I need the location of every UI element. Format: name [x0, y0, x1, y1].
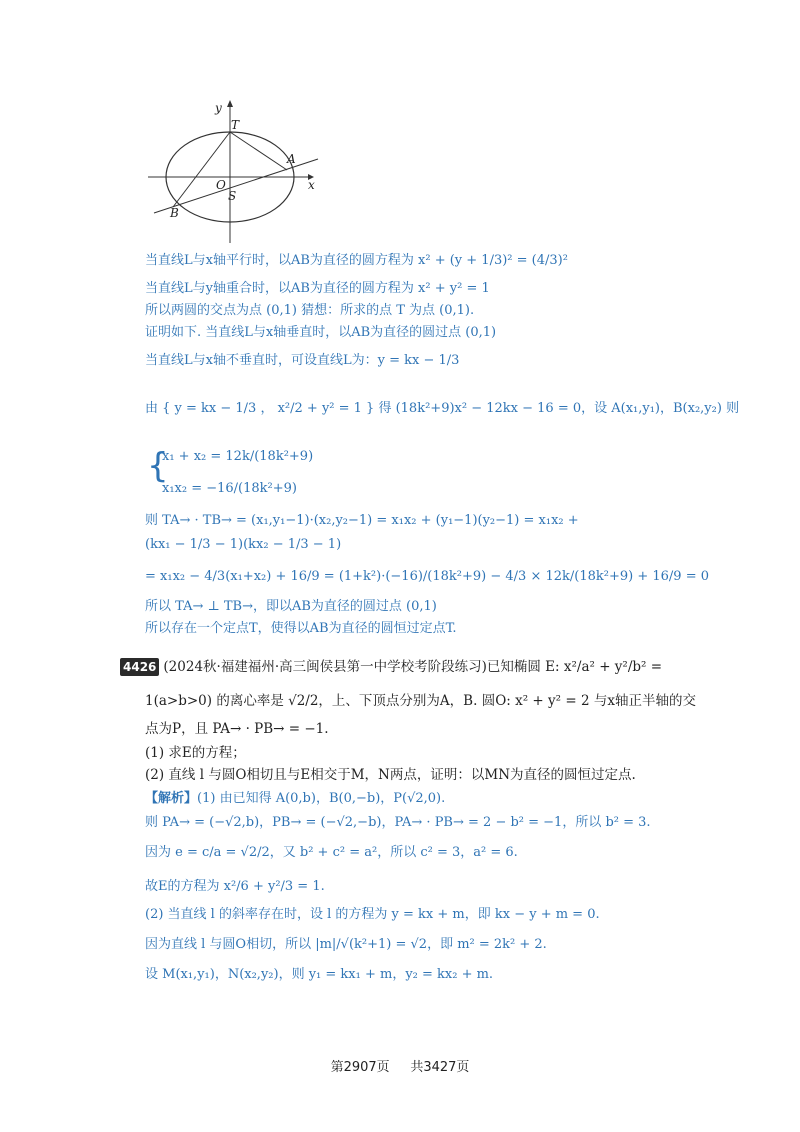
analysis-text: (1) 由已知得 A(0,b)，B(0,−b)，P(√2,0). [197, 791, 446, 806]
label-t: T [231, 118, 240, 132]
solution-line: 则 TA→ · TB→ = (x₁,y₁−1)·(x₂,y₂−1) = x₁x₂ + (y₁−1)(y₂−1) = x₁x₂ + [145, 513, 579, 528]
solution-line: 所以 TA→ ⊥ TB→，即以AB为直径的圆过点 (0,1) [145, 599, 437, 614]
y-axis-arrow [227, 100, 233, 107]
solution-line: x₁x₂ = −16/(18k²+9) [162, 481, 297, 496]
analysis-line: 因为直线 l 与圆O相切，所以 |m|/√(k²+1) = √2，即 m² = 2k² + 2. [145, 937, 547, 952]
problem-number-badge: 4426 [120, 658, 159, 676]
problem-line: (1) 求E的方程； [145, 745, 246, 761]
problem-line: 点为P，且 PA→ · PB→ = −1. [145, 721, 329, 737]
solution-line: x₁ + x₂ = 12k/(18k²+9) [162, 449, 314, 464]
label-x: x [308, 178, 315, 192]
system-brace: { [147, 446, 169, 486]
label-o: O [216, 178, 226, 192]
label-y: y [215, 101, 222, 115]
analysis-line: 因为 e = c/a = √2/2，又 b² + c² = a²，所以 c² = 3，a² = 6. [145, 845, 518, 860]
analysis-line: (2) 当直线 l 的斜率存在时，设 l 的方程为 y = kx + m，即 kx − y + m = 0. [145, 907, 600, 922]
ellipse-figure [140, 95, 330, 245]
label-s: S [228, 189, 237, 203]
solution-line: 当直线L与x轴不垂直时，可设直线L为：y = kx − 1/3 [145, 353, 460, 368]
problem-text: (2024秋·福建福州·高三闽侯县第一中学校考阶段练习)已知椭圆 E: x²/a² + y²/b² = [163, 659, 663, 675]
analysis-tag: 【解析】 [145, 791, 198, 806]
problem-line: 1(a>b>0) 的离心率是 √2/2，上、下顶点分别为A，B. 圆O: x² + y² = 2 与x轴正半轴的交 [145, 693, 696, 709]
label-b: B [170, 206, 179, 220]
page-number: 第2907页 [330, 1060, 390, 1075]
problem-line [120, 658, 662, 676]
page-footer [0, 1056, 800, 1075]
solution-line: 所以存在一个定点T，使得以AB为直径的圆恒过定点T. [145, 621, 457, 636]
segment-ta [230, 132, 287, 170]
analysis-line: 故E的方程为 x²/6 + y²/3 = 1. [145, 879, 325, 894]
label-a: A [287, 152, 296, 166]
page-total: 共3427页 [410, 1060, 470, 1075]
analysis-line: 设 M(x₁,y₁)，N(x₂,y₂)，则 y₁ = kx₁ + m，y₂ = kx₂ + m. [145, 967, 494, 982]
solution-line: 证明如下. 当直线L与x轴垂直时，以AB为直径的圆过点 (0,1) [145, 325, 497, 340]
solution-line: 当直线L与y轴重合时，以AB为直径的圆方程为 x² + y² = 1 [145, 281, 490, 296]
analysis-line [145, 790, 445, 808]
solution-line: 当直线L与x轴平行时，以AB为直径的圆方程为 x² + (y + 1/3)² = (4/3)² [145, 253, 568, 268]
problem-line: (2) 直线 l 与圆O相切且与E相交于M，N两点，证明：以MN为直径的圆恒过定点. [145, 767, 636, 783]
solution-line: = x₁x₂ − 4/3(x₁+x₂) + 16/9 = (1+k²)·(−16)/(18k²+9) − 4/3 × 12k/(18k²+9) + 16/9 = 0 [145, 569, 709, 584]
solution-line: 所以两圆的交点为点 (0,1) 猜想：所求的点 T 为点 (0,1). [145, 303, 475, 318]
solution-line: 由 { y = kx − 1/3 ， x²/2 + y² = 1 } 得 (18k²+9)x² − 12kx − 16 = 0，设 A(x₁,y₁)，B(x₂,y₂) 则 [145, 401, 740, 416]
analysis-line: 则 PA→ = (−√2,b)，PB→ = (−√2,−b)，PA→ · PB→ = 2 − b² = −1，所以 b² = 3. [145, 815, 651, 830]
segment-tb [173, 132, 230, 207]
solution-line: (kx₁ − 1/3 − 1)(kx₂ − 1/3 − 1) [145, 537, 342, 552]
